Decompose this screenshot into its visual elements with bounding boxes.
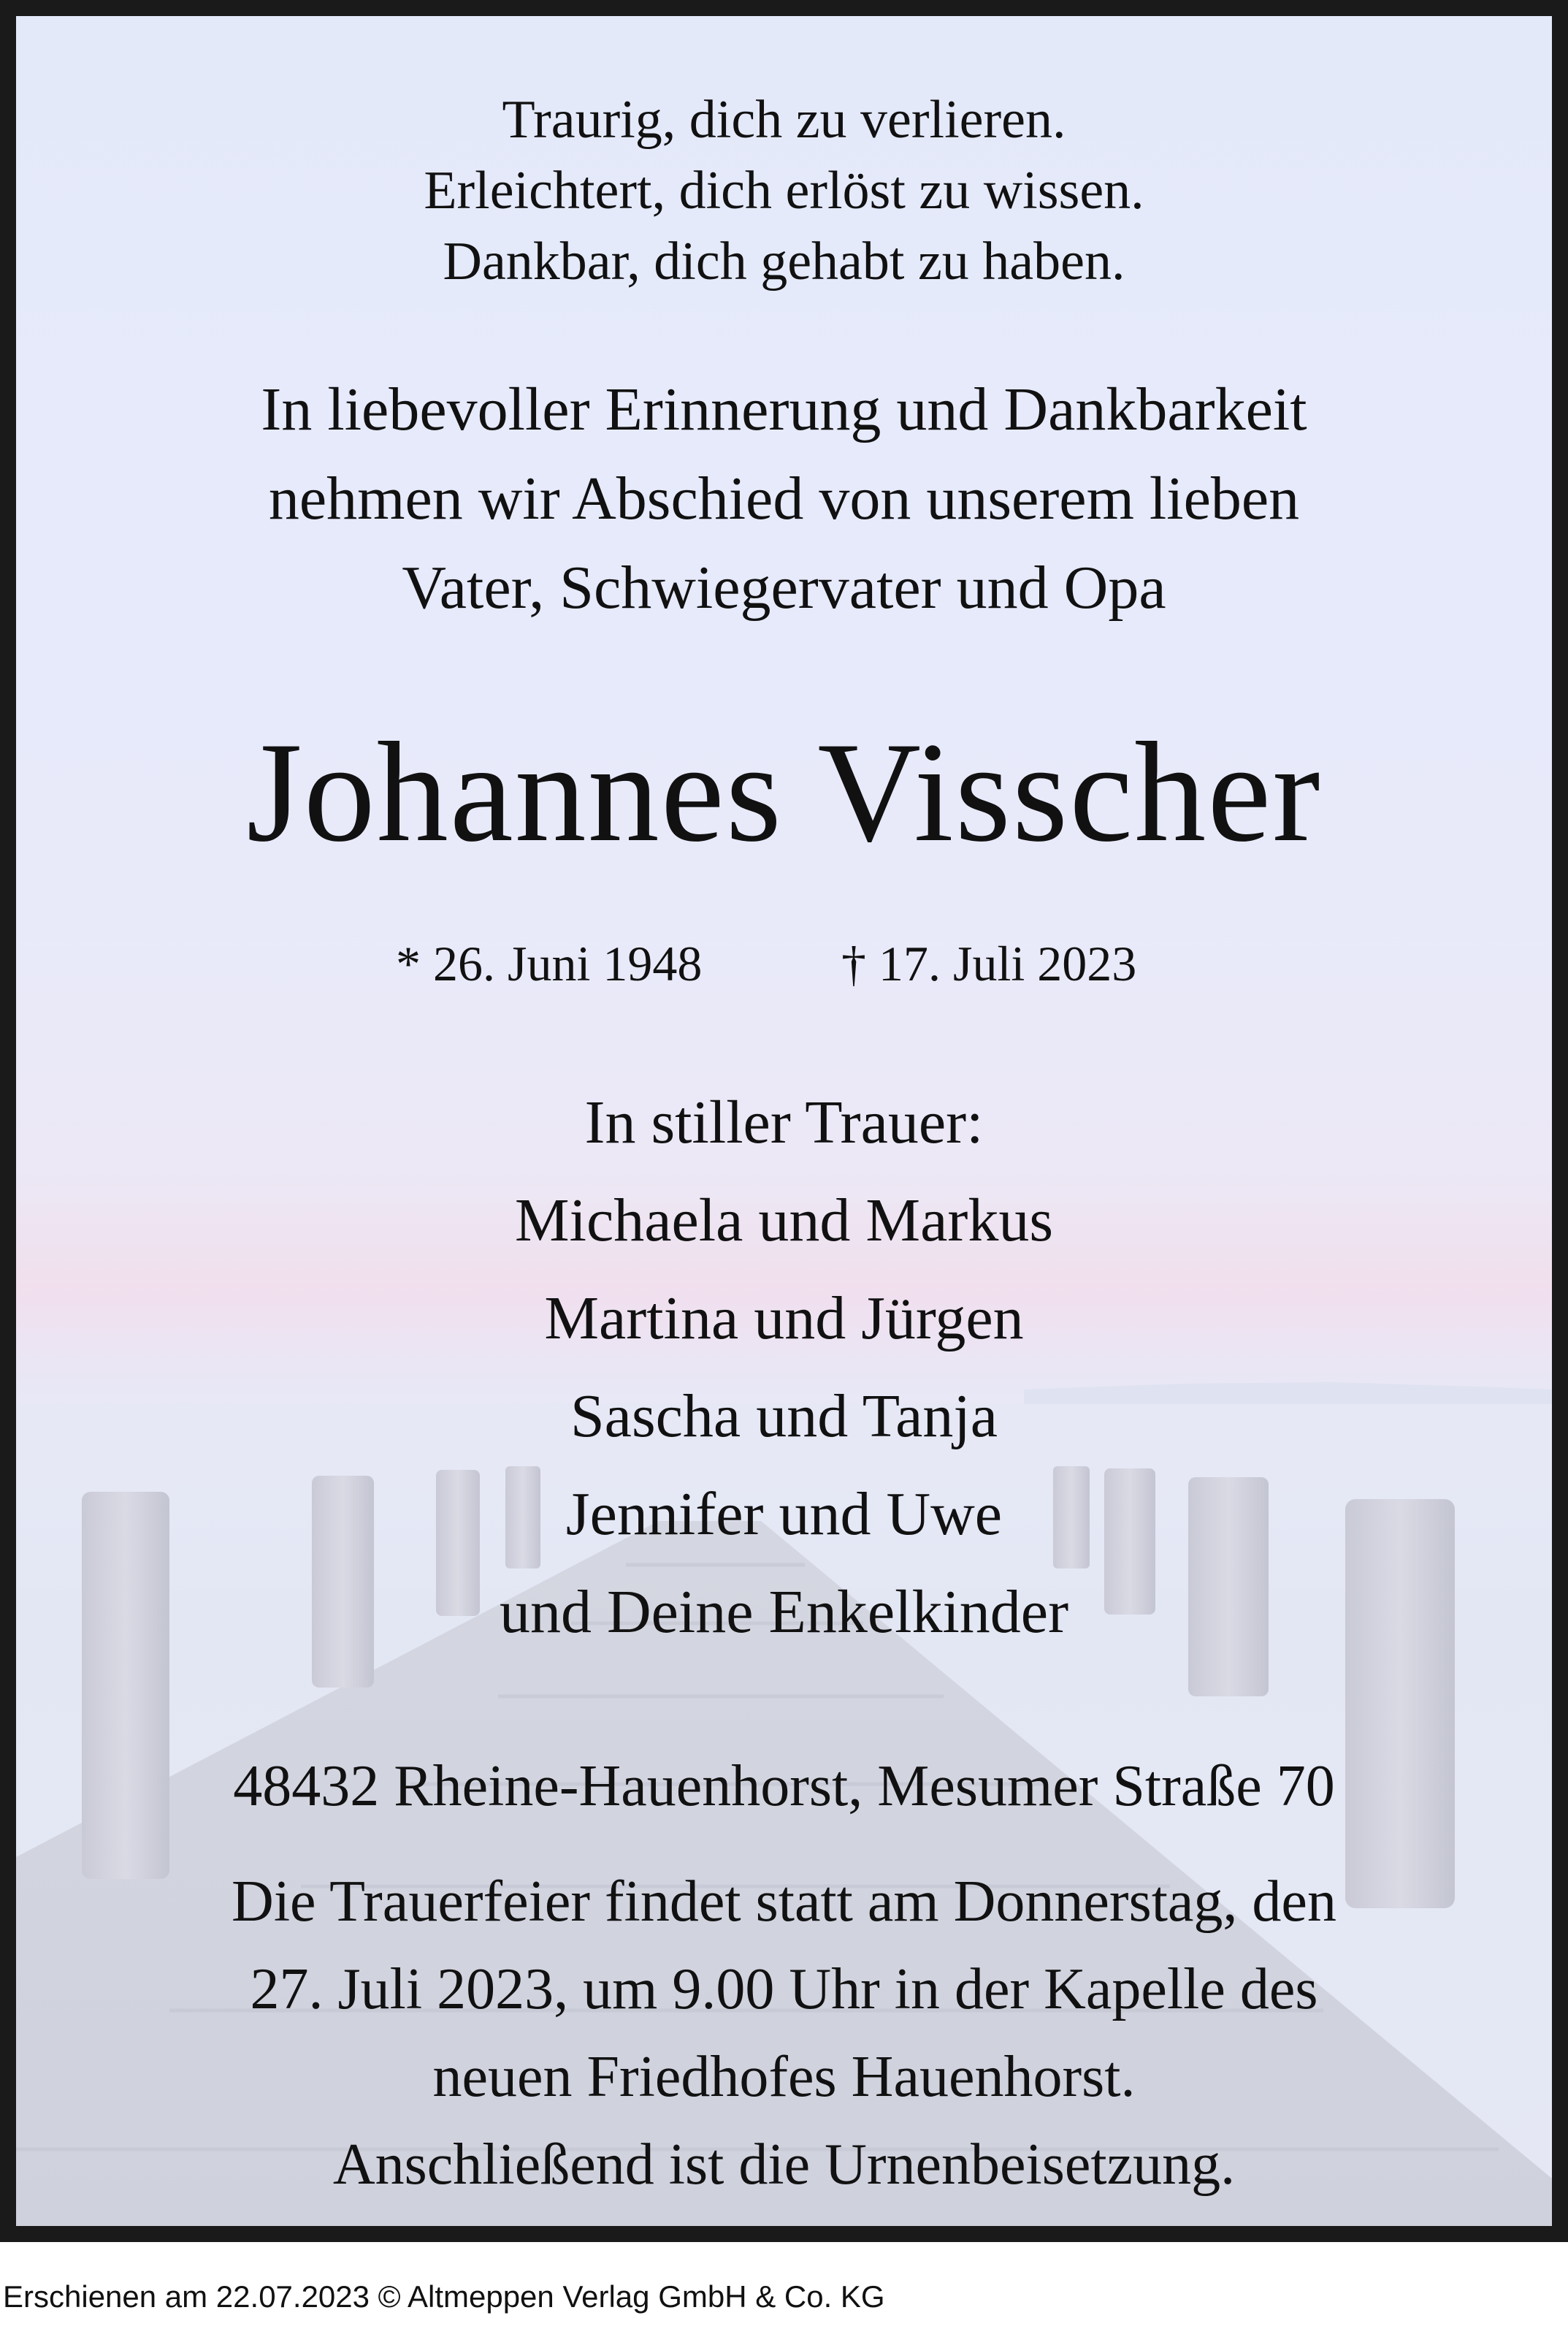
notice-content <box>16 16 1552 2226</box>
motto-line: Traurig, dich zu verlieren. <box>502 90 1066 150</box>
address: 48432 Rheine-Hauenhorst, Mesumer Straße 70 <box>233 1754 1335 1818</box>
ceremony-line: 27. Juli 2023, um 9.00 Uhr in der Kapelle des <box>250 1957 1318 2021</box>
ceremony-line: Die Trauerfeier findet statt am Donnerstag, den <box>232 1869 1336 1934</box>
motto-line: Erleichtert, dich erlöst zu wissen. <box>424 161 1144 221</box>
mourner-name: Jennifer und Uwe <box>565 1480 1003 1548</box>
intro-line: nehmen wir Abschied von unserem lieben <box>268 465 1300 533</box>
deceased-name: Johannes Visscher <box>246 713 1322 872</box>
mourners-heading: In stiller Trauer: <box>584 1089 984 1156</box>
mourner-name: Sascha und Tanja <box>570 1382 998 1450</box>
birth-date: * 26. Juni 1948 <box>396 936 703 991</box>
mourner-name: und Deine Enkelkinder <box>499 1578 1069 1646</box>
ceremony-line: Anschließend ist die Urnenbeisetzung. <box>332 2132 1236 2197</box>
motto-line: Dankbar, dich gehabt zu haben. <box>443 232 1125 291</box>
ceremony-line: neuen Friedhofes Hauenhorst. <box>432 2045 1136 2109</box>
mourner-name: Martina und Jürgen <box>544 1284 1024 1352</box>
death-date: † 17. Juli 2023 <box>841 936 1137 991</box>
intro-line: Vater, Schwiegervater und Opa <box>402 554 1166 622</box>
publication-footer: Erschienen am 22.07.2023 © Altmeppen Verlag GmbH & Co. KG <box>3 2279 885 2314</box>
intro-line: In liebevoller Erinnerung und Dankbarkeit <box>261 376 1307 443</box>
mourner-name: Michaela und Markus <box>514 1186 1054 1254</box>
life-dates <box>16 935 1552 1001</box>
